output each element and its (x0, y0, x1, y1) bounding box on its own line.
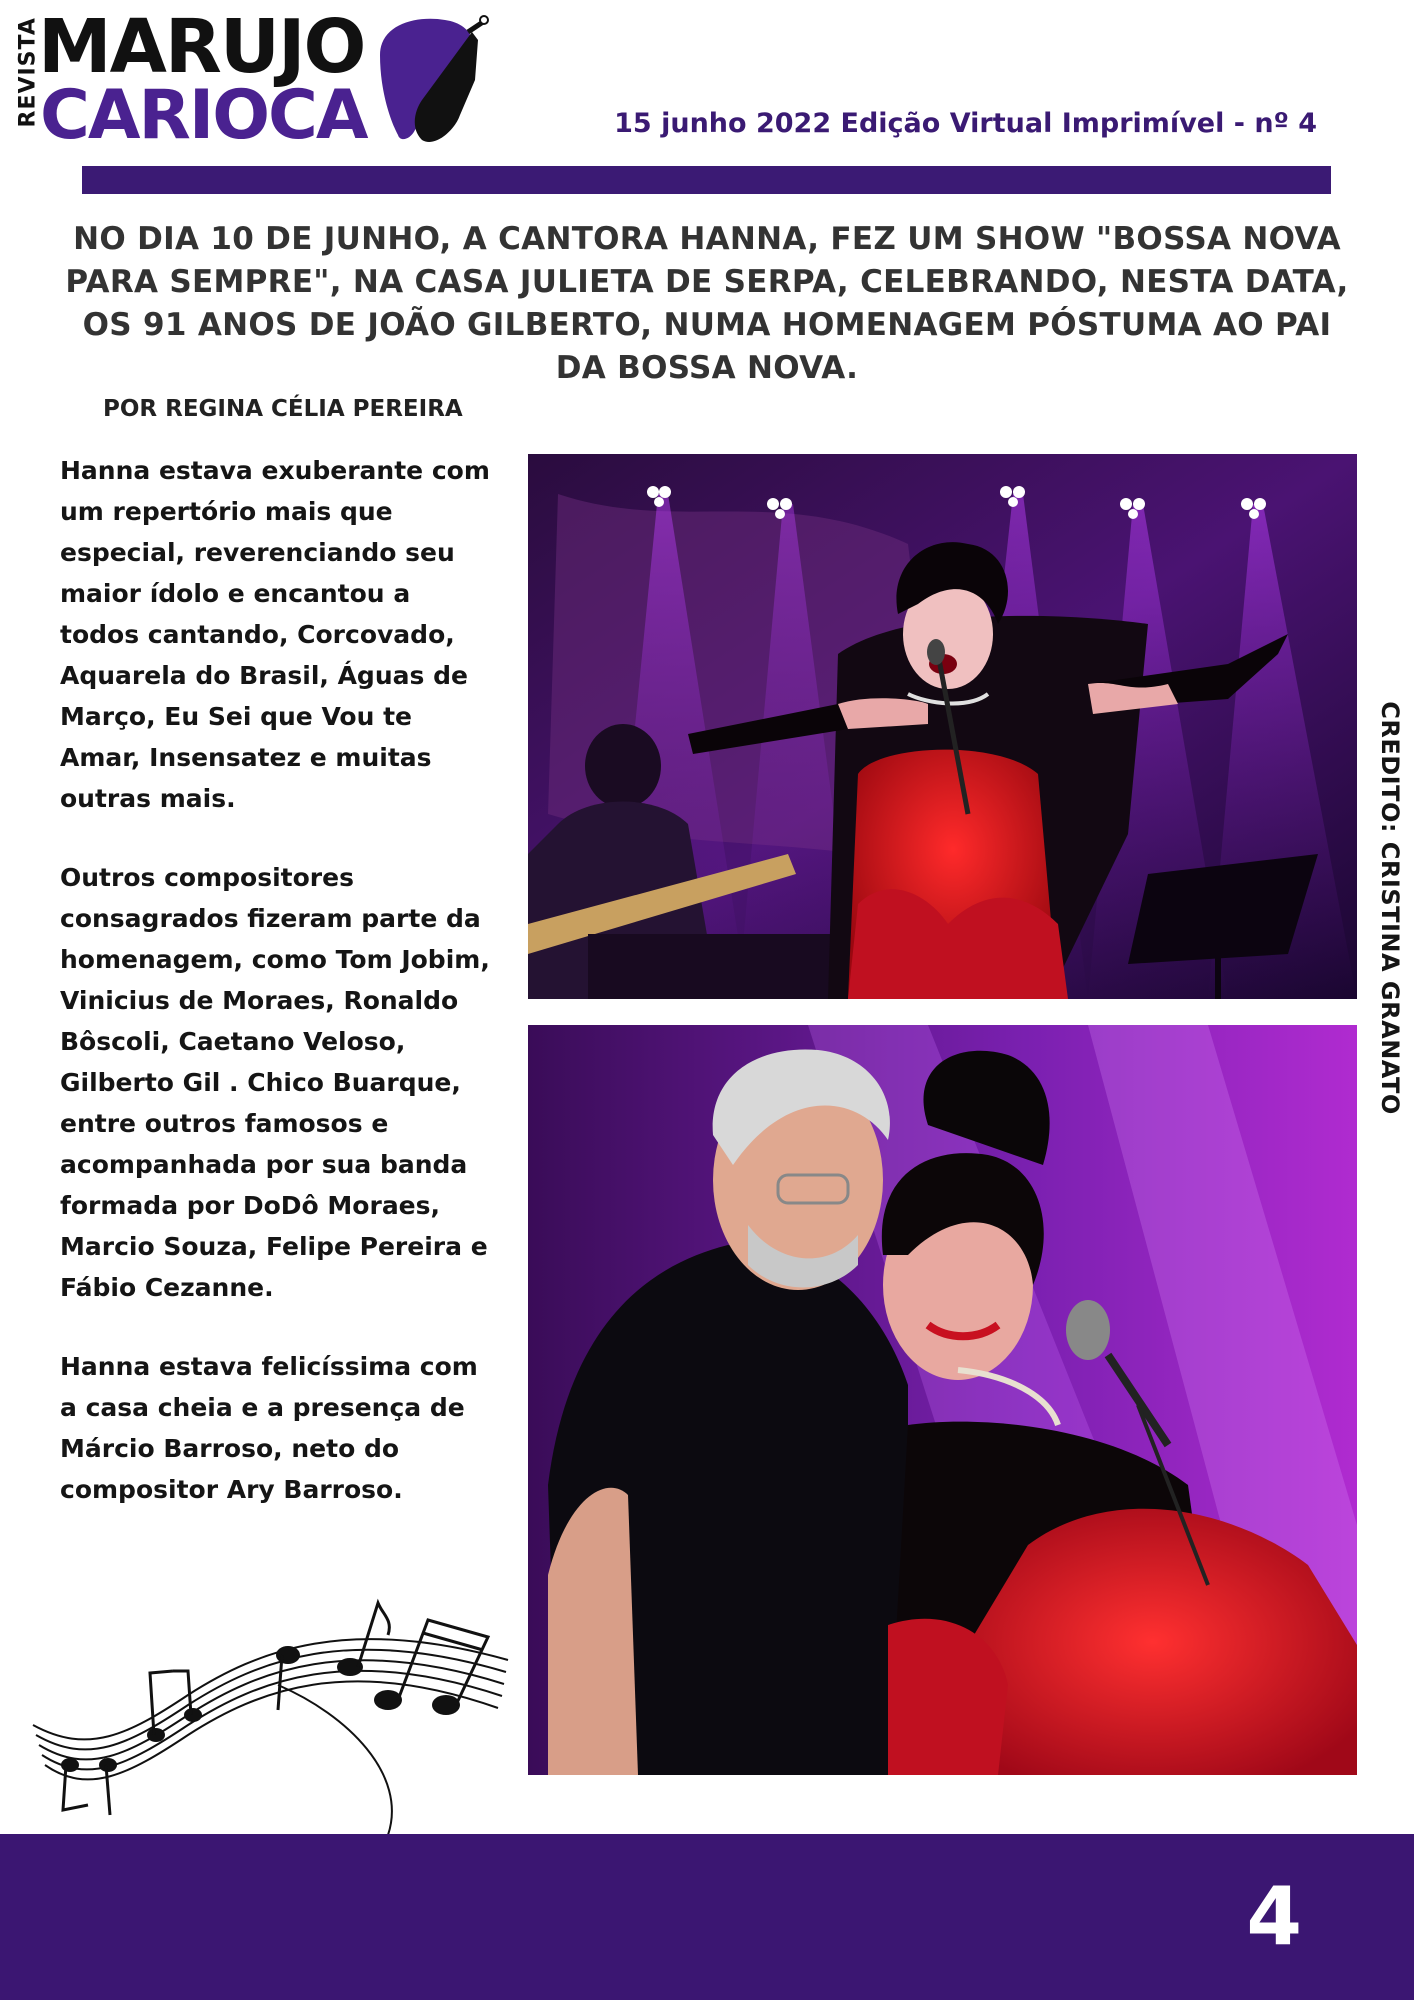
article-paragraph: Outros compositores consagrados fizeram parte da homenagem, como Tom Jobim, Vinicius de Moraes, Ronaldo Bôscoli, Caetano Veloso, Gilberto Gil . Chico Buarque, entre outros famosos e acompanhada por sua banda formada por DoDô Moraes, Marcio Souza, Felipe Pereira e Fábio Cezanne. (60, 863, 490, 1302)
article-headline: NO DIA 10 DE JUNHO, A CANTORA HANNA, FEZ UM SHOW "BOSSA NOVA PARA SEMPRE", NA CASA JULIETA DE SERPA, CELEBRANDO, NESTA DATA, OS 91 ANOS DE JOÃO GILBERTO, NUMA HOMENAGEM PÓSTUMA AO PAI DA BOSSA NOVA. (65, 221, 1349, 386)
article-byline: POR REGINA CÉLIA PEREIRA (103, 396, 463, 422)
article-paragraph: Hanna estava felicíssima com a casa cheia e a presença de Márcio Barroso, neto do compositor Ary Barroso. (60, 1352, 478, 1504)
magazine-logo (8, 4, 478, 155)
photo-credit: CREDITO: CRISTINA GRANATO (1376, 701, 1404, 1115)
logo-marujo-text: MARUJO (38, 4, 365, 90)
edition-info: 15 junho 2022 Edição Virtual Imprimível - nº 4 (614, 108, 1317, 139)
logo-carioca-text: CARIOCA (40, 76, 367, 155)
article-body (60, 450, 490, 1548)
photo-singer-on-stage (528, 454, 1357, 999)
article-paragraph: Hanna estava exuberante com um repertório mais que especial, reverenciando seu maior ídolo e encantou a todos cantando, Corcovado, Aquarela do Brasil, Águas de Março, Eu Sei que Vou te Amar, Insensatez e muitas outras mais. (60, 456, 490, 813)
sailor-guitar-emblem-icon (360, 10, 490, 145)
page-number: 4 (1246, 1870, 1302, 1963)
logo-revista-text: REVISTA (15, 17, 41, 128)
music-notes-icon (28, 1595, 518, 1835)
header-divider-bar (82, 166, 1331, 194)
page-footer (0, 1834, 1414, 2000)
photo-singer-embracing-guest (528, 1025, 1357, 1775)
